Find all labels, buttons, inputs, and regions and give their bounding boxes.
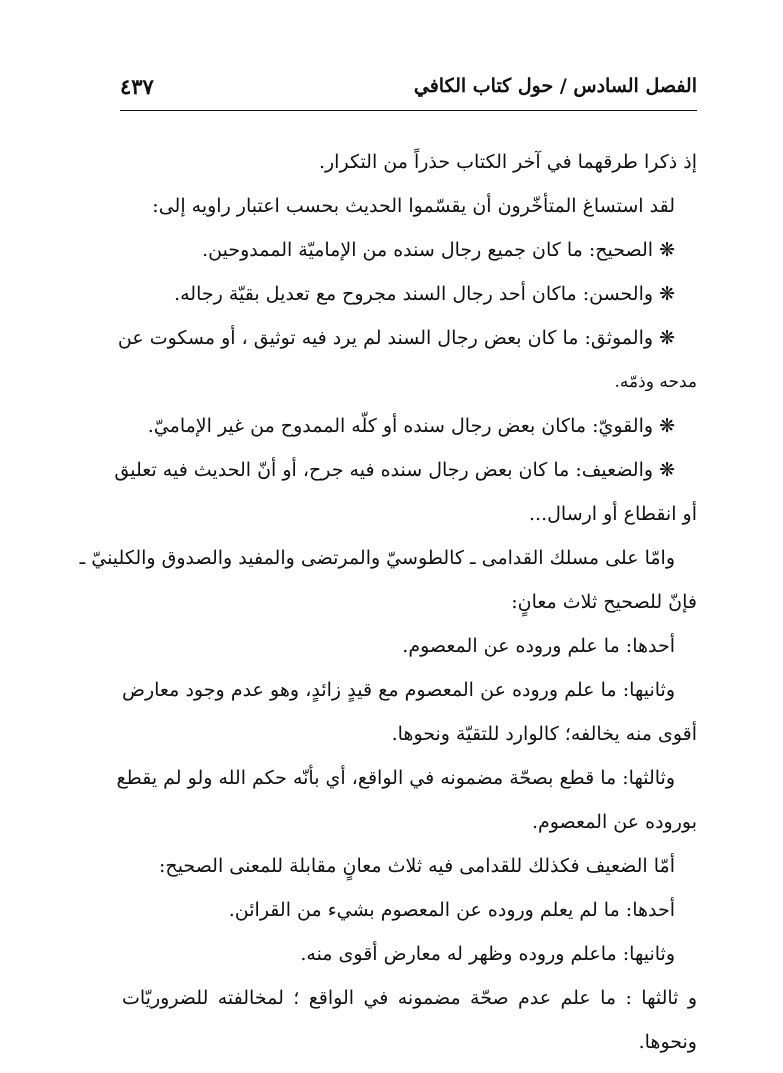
text-line: أحدها: ما لم يعلم وروده عن المعصوم بشيء من القرائن. bbox=[228, 899, 675, 921]
list-item-hasan: ❋ والحسن: ماكان أحد رجال السند مجروح مع تعديل بقيّة رجاله. bbox=[174, 283, 675, 305]
text-line: وثانيها: ما علم وروده عن المعصوم مع قيدٍ زائدٍ، وهو عدم وجود معارض bbox=[122, 679, 675, 701]
list-item-daif: ❋ والضعيف: ما كان بعض رجال سنده فيه جرح، أو أنّ الحديث فيه تعليق bbox=[114, 459, 675, 481]
list-item-muwaththaq: ❋ والموثق: ما كان بعض رجال السند لم يرد فيه توثيق ، أو مسكوت عن bbox=[117, 327, 675, 349]
text-line: و ثالثها : ما علم عدم صحّة مضمونه في الواقع ؛ لمخالفته للضروريّات bbox=[122, 987, 697, 1009]
list-item-sahih: ❋ الصحيح: ما كان جميع رجال سنده من الإماميّة الممدوحين. bbox=[202, 239, 675, 261]
text-line: فإنّ للصحيح ثلاث معانٍ: bbox=[511, 591, 697, 613]
text-line: أمّا الضعيف فكذلك للقدامى فيه ثلاث معانٍ مقابلة للمعنى الصحيح: bbox=[159, 855, 675, 877]
text-line: أحدها: ما علم وروده عن المعصوم. bbox=[402, 635, 675, 657]
text-line: ونحوها. bbox=[638, 1031, 697, 1053]
text-line: إذ ذكرا طرقهما في آخر الكتاب حذراً من التكرار. bbox=[318, 151, 697, 173]
text-line: بوروده عن المعصوم. bbox=[531, 811, 697, 833]
text-line: لقد استساغ المتأخّرون أن يقسّموا الحديث بحسب اعتبار راويه إلى: bbox=[152, 195, 675, 217]
text-line: وثانيها: ماعلم وروده وظهر له معارض أقوى منه. bbox=[300, 943, 675, 965]
header-rule bbox=[120, 110, 697, 111]
text-line: وثالثها: ما قطع بصحّة مضمونه في الواقع، أي بأنّه حكم الله ولو لم يقطع bbox=[116, 767, 675, 789]
running-header bbox=[120, 66, 697, 106]
page-number: ٤٣٧ bbox=[120, 73, 154, 99]
list-item-qawi: ❋ والقويّ: ماكان بعض رجال سنده أو كلّه الممدوح من غير الإماميّ. bbox=[147, 415, 675, 437]
chapter-title: الفصل السادس / حول كتاب الكافي bbox=[413, 75, 697, 97]
text-line: وامّا على مسلك القدامى ـ كالطوسيّ والمرتضى والمفيد والصدوق والكلينيّ ـ bbox=[79, 547, 675, 569]
text-line: مدحه وذمّه. bbox=[614, 372, 697, 392]
text-line: أو انقطاع أو ارسال... bbox=[528, 503, 697, 525]
text-line: أقوى منه يخالفه؛ كالوارد للتقيّة ونحوها. bbox=[391, 723, 697, 745]
